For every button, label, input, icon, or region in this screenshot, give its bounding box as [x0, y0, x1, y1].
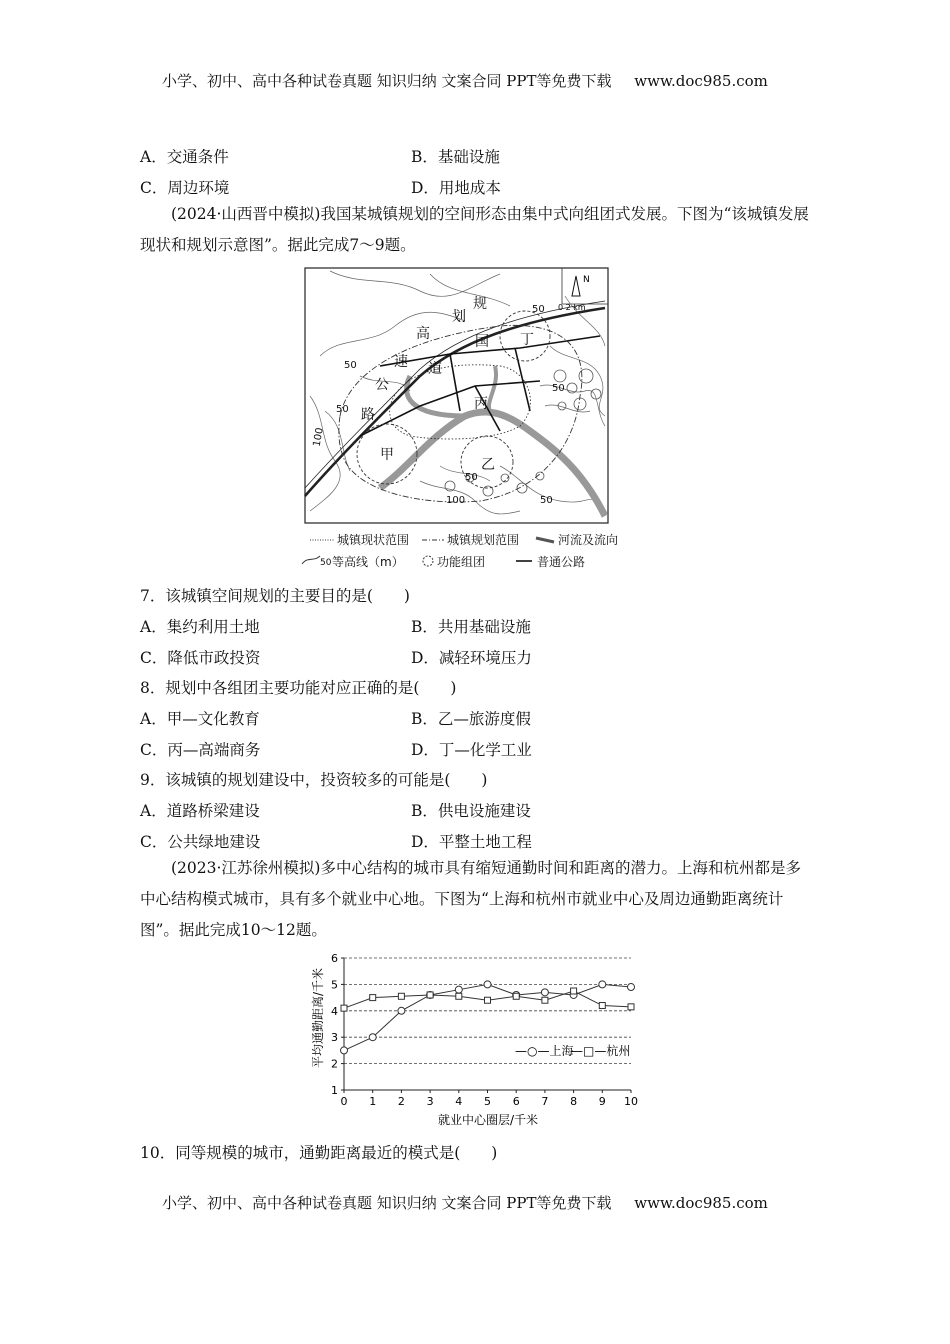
series-line-上海 [344, 984, 631, 1050]
north-label: N [583, 275, 590, 285]
point-上海-1 [369, 1034, 376, 1041]
commute-distance-chart [300, 948, 650, 1130]
q8-option-b: B．乙—旅游度假 [411, 710, 531, 728]
point-杭州-6 [513, 993, 519, 999]
chart-x-label: 就业中心圈层/千米 [437, 1113, 539, 1127]
point-杭州-4 [456, 993, 462, 999]
point-上海-2 [398, 1007, 405, 1014]
scale-label: 0 2 km [558, 303, 586, 312]
q7-option-b: B．共用基础设施 [411, 618, 531, 636]
legend-cluster: 功能组团 [437, 555, 486, 569]
y-tick-label-5: 5 [331, 978, 338, 992]
q8-stem: 8．规划中各组团主要功能对应正确的是( ) [140, 679, 457, 697]
contour-50-e: 50 [465, 472, 478, 483]
contour-50-d: 50 [552, 383, 565, 394]
town-plan-map [300, 266, 660, 576]
point-杭州-7 [542, 997, 548, 1003]
label-ding: 丁 [520, 332, 534, 348]
point-杭州-3 [427, 992, 433, 998]
chart-y-label: 平均通勤距离/千米 [311, 967, 325, 1069]
x-tick-label-9: 9 [598, 1095, 606, 1108]
label-bing: 丙 [474, 396, 488, 412]
q9-option-a: A．道路桥梁建设 [140, 802, 260, 820]
legend-road: 普通公路 [537, 555, 586, 569]
intro-paragraph-2: (2023·江苏徐州模拟)多中心结构的城市具有缩短通勤时间和距离的潜力。上海和杭州都是多中心结构模式城市，具有多个就业中心地。下图为“上海和杭州市就业中心及周边通勤距离统计图”。据此完成10～12题。 [140, 859, 801, 939]
label-gong: 公 [375, 377, 389, 393]
legend-shanghai: —○—上海 [515, 1044, 574, 1058]
y-tick-label-6: 6 [331, 952, 338, 965]
x-tick-label-2: 2 [397, 1095, 405, 1108]
contour-50-c: 50 [336, 404, 349, 415]
chart-ticks [331, 952, 638, 1108]
q7-stem: 7．该城镇空间规划的主要目的是( ) [140, 587, 410, 605]
legend-planned: 城镇规划范围 [447, 533, 520, 547]
label-gui: 规 [473, 296, 487, 312]
x-tick-label-6: 6 [512, 1095, 520, 1108]
q10-stem: 10．同等规模的城市，通勤距离最近的模式是( ) [140, 1144, 498, 1162]
legend-contour: 等高线（m） [332, 555, 404, 569]
point-杭州-0 [341, 1005, 347, 1011]
point-杭州-9 [599, 1003, 605, 1009]
point-杭州-8 [571, 988, 577, 994]
point-杭州-1 [370, 995, 376, 1001]
q8-option-d: D．丁—化学工业 [411, 741, 532, 759]
header-text: 小学、初中、高中各种试卷真题 知识归纳 文案合同 PPT等免费下载 [162, 72, 612, 90]
point-上海-0 [341, 1047, 348, 1054]
page-footer [162, 1192, 768, 1213]
x-tick-label-4: 4 [455, 1095, 463, 1108]
prev-option-b: B．基础设施 [411, 148, 500, 166]
q9-stem: 9．该城镇的规划建设中，投资较多的可能是( ) [140, 771, 488, 789]
chart-series [341, 981, 635, 1054]
x-tick-label-3: 3 [426, 1095, 434, 1108]
svg-text:50: 50 [320, 558, 332, 568]
point-上海-9 [599, 981, 606, 988]
prev-option-c: C．周边环境 [140, 179, 230, 197]
prev-option-a: A．交通条件 [140, 148, 229, 166]
x-tick-label-0: 0 [340, 1095, 348, 1108]
point-上海-7 [541, 989, 548, 996]
point-上海-4 [455, 986, 462, 993]
point-杭州-5 [485, 997, 491, 1003]
q7-option-c: C．降低市政投资 [140, 649, 261, 667]
point-杭州-2 [398, 993, 404, 999]
contour-50-f: 50 [540, 495, 553, 506]
contour-50-b: 50 [344, 360, 357, 371]
x-tick-label-5: 5 [484, 1095, 491, 1108]
label-guo: 国 [475, 334, 489, 350]
x-tick-label-1: 1 [369, 1095, 377, 1108]
header-site: www.doc985.com [634, 72, 768, 90]
legend-hangzhou: —□—杭州 [571, 1044, 631, 1058]
y-tick-label-4: 4 [331, 1004, 338, 1018]
prev-option-d: D．用地成本 [411, 179, 501, 197]
page-header [162, 70, 768, 91]
label-dao: 道 [428, 361, 442, 377]
y-tick-label-1: 1 [331, 1084, 338, 1097]
label-jia: 甲 [380, 447, 394, 463]
y-tick-label-3: 3 [331, 1031, 338, 1045]
label-lu: 路 [361, 407, 375, 423]
q9-option-c: C．公共绿地建设 [140, 833, 261, 851]
point-杭州-10 [628, 1004, 634, 1010]
x-tick-label-10: 10 [624, 1095, 638, 1108]
q9-option-b: B．供电设施建设 [411, 802, 531, 820]
footer-text: 小学、初中、高中各种试卷真题 知识归纳 文案合同 PPT等免费下载 [162, 1194, 612, 1212]
x-tick-label-8: 8 [570, 1095, 578, 1108]
label-su: 速 [394, 354, 408, 370]
footer-site: www.doc985.com [634, 1194, 768, 1212]
legend-current: 城镇现状范围 [337, 533, 410, 547]
map-legend [302, 532, 618, 569]
contour-50-a: 50 [532, 304, 545, 315]
intro-paragraph-1: (2024·山西晋中模拟)我国某城镇规划的空间形态由集中式向组团式发展。下图为“该城镇发展现状和规划示意图”。据此完成7～9题。 [140, 205, 809, 254]
label-gao: 高 [416, 326, 430, 342]
q8-option-c: C．丙—高端商务 [140, 741, 261, 759]
contour-100-a: 100 [446, 495, 466, 506]
point-上海-10 [628, 984, 635, 991]
x-tick-label-7: 7 [541, 1095, 549, 1108]
contour-100-b: 100 [311, 426, 326, 448]
label-hua: 划 [452, 309, 466, 325]
legend-river: 河流及流向 [558, 533, 619, 547]
point-上海-5 [484, 981, 491, 988]
q8-option-a: A．甲—文化教育 [140, 710, 260, 728]
label-yi: 乙 [481, 457, 495, 473]
y-tick-label-2: 2 [331, 1057, 338, 1071]
q9-option-d: D．平整土地工程 [411, 833, 532, 851]
q7-option-d: D．减轻环境压力 [411, 649, 532, 667]
q7-option-a: A．集约利用土地 [140, 618, 260, 636]
